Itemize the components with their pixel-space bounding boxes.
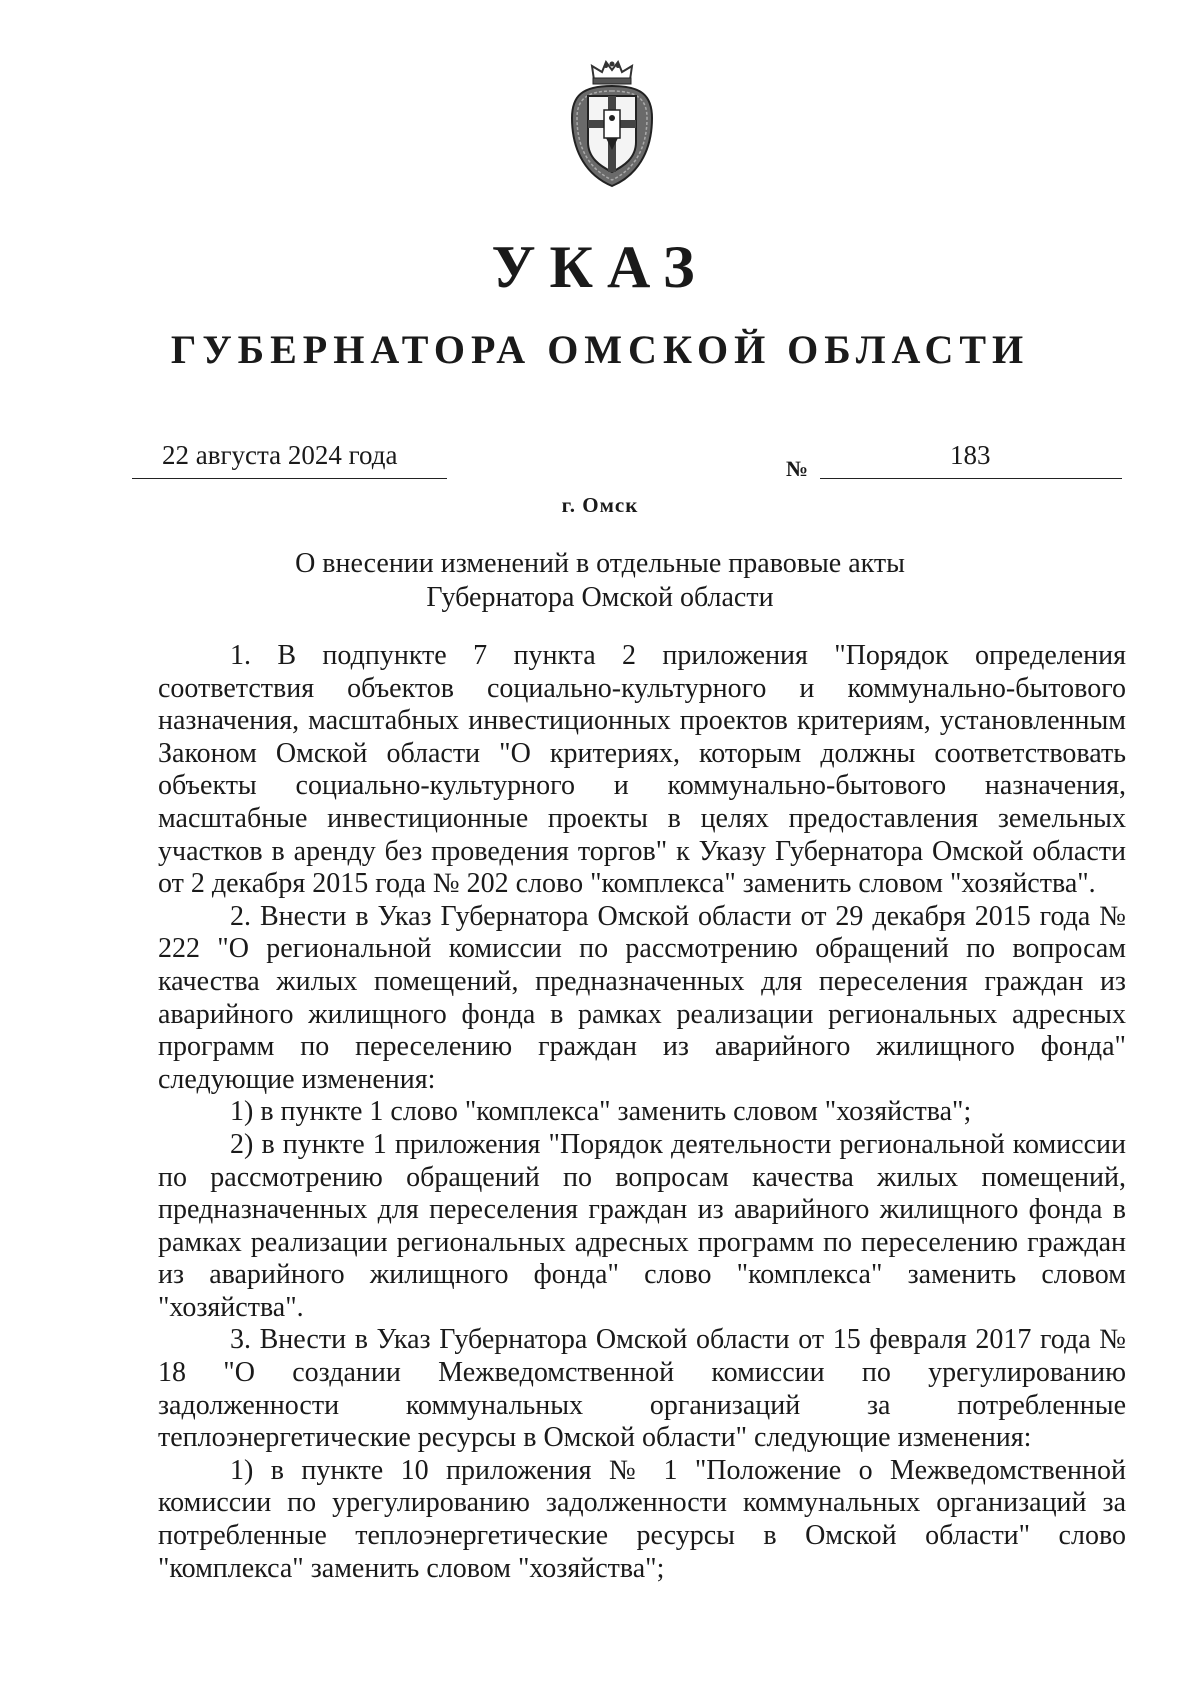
document-subtitle: ГУБЕРНАТОРА ОМСКОЙ ОБЛАСТИ bbox=[170, 327, 1030, 372]
paragraph: 1) в пункте 1 слово "комплекса" заменить словом "хозяйства"; bbox=[230, 1096, 972, 1128]
paragraph: 3. Внести в Указ Губернатора Омской области от 15 февраля 2017 года № 18 "О создании Межведомственной комиссии по урегулированию задолженности коммунальных организаций за потребленные теплоэнергетические ресурсы в Омской области" следующие изменения: bbox=[158, 1324, 1126, 1454]
heading-line-1: О внесении изменений в отдельные правовые акты bbox=[295, 548, 905, 579]
paragraph: 2. Внести в Указ Губернатора Омской области от 29 декабря 2015 года № 222 "О региональной комиссии по рассмотрению обращений по вопросам качества жилых помещений, предназначенных для переселения граждан из аварийного жилищного фонда в рамках реализации региональных адресных программ по переселению граждан из аварийного жилищного фонда" следующие изменения: bbox=[158, 900, 1126, 1095]
heading-line-2: Губернатора Омской области bbox=[426, 582, 774, 613]
paragraph: 1. В подпункте 7 пункта 2 приложения "Порядок определения соответствия объектов социально-культурного и коммунально-бытового назначения, масштабных инвестиционных проектов критериям, установленным Законом Омской области "О критериях, которым должны соответствовать объекты социально-культурного и коммунально-бытового назначения, масштабные инвестиционные проекты в целях предоставления земельных участков в аренду без проведения торгов" к Указу Губернатора Омской области от 2 декабря 2015 года № 202 слово "комплекса" заменить словом "хозяйства". bbox=[158, 640, 1126, 900]
number-sign: № bbox=[786, 456, 809, 481]
paragraph: 1) в пункте 10 приложения № 1 "Положение о Межведомственной комиссии по урегулированию задолженности коммунальных организаций за потребленные теплоэнергетические ресурсы в Омской области" слово "комплекса" заменить словом "хозяйства"; bbox=[158, 1454, 1126, 1584]
document-body bbox=[158, 640, 1126, 1585]
coat-of-arms-icon bbox=[562, 58, 662, 190]
number-field bbox=[820, 438, 1122, 479]
document-heading bbox=[0, 547, 1200, 615]
paragraph: 2) в пункте 1 приложения "Порядок деятельности региональной комиссии по рассмотрению обращений по вопросам качества жилых помещений, предназначенных для переселения граждан из аварийного жилищного фонда в рамках реализации региональных адресных программ по переселению граждан из аварийного жилищного фонда" слово "комплекса" заменить словом "хозяйства". bbox=[158, 1128, 1126, 1323]
document-city: г. Омск bbox=[561, 493, 639, 517]
date-field bbox=[132, 438, 447, 479]
document-date: 22 августа 2024 года bbox=[162, 440, 398, 470]
document-number: 183 bbox=[950, 440, 991, 470]
document-title: УКАЗ bbox=[491, 234, 709, 300]
